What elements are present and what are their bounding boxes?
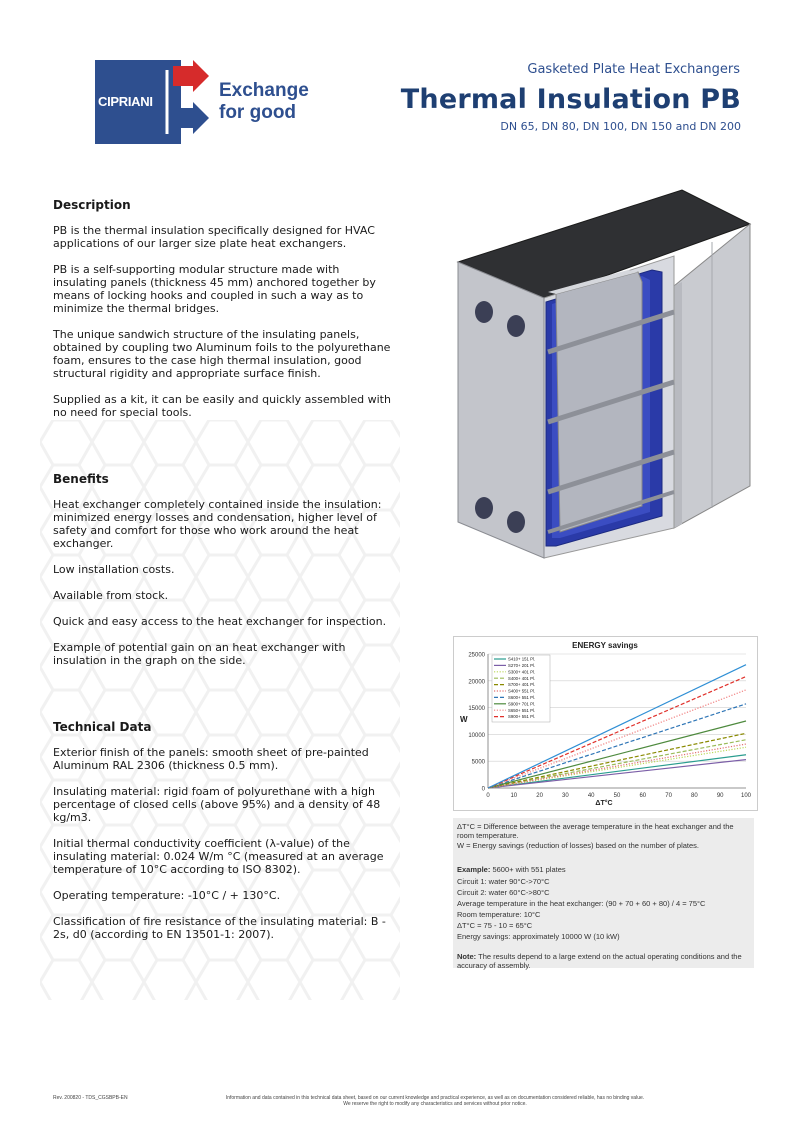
notes-avg: Average temperature in the heat exchanger: (90 + 70 + 60 + 80) / 4 = 75°C [457,899,706,908]
energy-chart-svg [454,637,757,810]
x-tick-label: 30 [562,793,569,799]
series-line [488,747,746,788]
notes-circuit1: Circuit 1: water 90°C->70°C [457,877,550,886]
logo-brand: CIPRIANI [98,94,153,109]
technical-section [53,721,393,941]
benefits-p1: Heat exchanger completely contained inside the insulation: minimized energy losses and condensation, higher level of safety and comfort for those who work around the heat exchanger. [53,498,382,550]
legend-label: S650+ 551 Pl. [508,707,536,713]
x-tick-label: 80 [691,793,698,799]
description-p3: The unique sandwich structure of the insulating panels, obtained by coupling two Aluminum foils to the polyurethane foam, ensures to the case high thermal insulation, good structural rigidity and appropriate surface finish. [53,328,391,380]
benefits-p5: Example of potential gain on an heat exchanger with insulation in the graph on the side. [53,641,346,667]
x-tick-label: 90 [716,793,724,799]
legend-label: S700+ 401 Pl. [508,682,536,688]
x-tick-label: 50 [613,793,621,799]
notes-w-def [457,841,749,850]
notes-circuit2: Circuit 2: water 60°C->80°C [457,888,550,897]
logo-tagline-2: for good [219,102,297,123]
chart-title: ENERGY savings [572,641,638,650]
page-title: Thermal Insulation PB [400,84,741,115]
description-heading: Description [53,198,131,212]
notes-line2: W = Energy savings (reduction of losses) based on the number of plates. [457,841,700,850]
series-line [488,760,746,788]
y-tick-label: 20000 [468,679,485,686]
x-tick-label: 70 [665,793,672,799]
technical-p5: Classification of fire resistance of the insulating material: B - 2s, d0 (according to EN 13501-1: 2007). [53,915,386,941]
chart-ylabel: W [460,715,468,724]
notes-line1: ΔT°C = Difference between the average temperature in the heat exchanger and the room temperature. [457,822,734,840]
x-tick-label: 20 [536,793,543,799]
x-tick-label: 10 [510,793,518,799]
insulation-product-image [452,186,752,561]
technical-p3: Initial thermal conductivity coefficient (λ-value) of the insulating material: 0.024 W/m °C (measured at an average temperature of 10°C according to ISO 8302). [53,837,384,876]
notes-delta: ΔT°C = 75 - 10 = 65°C [457,921,533,930]
y-tick-label: 25000 [468,652,485,659]
legend-label: S400+ 551 Pl. [508,688,536,694]
description-section [53,199,393,419]
technical-p1: Exterior finish of the panels: smooth sheet of pre-painted Aluminum RAL 2306 (thickness 0.5 mm). [53,746,369,772]
technical-p2: Insulating material: rigid foam of polyurethane with a high percentage of closed cells (above 95%) and a density of 48 kg/m3. [53,785,381,824]
footer-disclaimer-1: Information and data contained in this technical data sheet, based on our current knowledge and practical experience, as well as on documentation considered reliable, has no binding value. [225,1095,645,1101]
legend-label: S600+ 551 Pl. [508,695,536,700]
header-sizes: DN 65, DN 80, DN 100, DN 150 and DN 200 [500,120,741,133]
legend-label: S270+ 201 Pl. [508,663,536,668]
benefits-p3: Available from stock. [53,589,169,602]
y-tick-label: 15000 [468,706,485,713]
x-tick-label: 100 [740,793,752,799]
cipriani-logo [95,60,310,144]
series-line [488,721,746,788]
benefits-p2: Low installation costs. [53,563,175,576]
notes-note-text: The results depend to a large extend on the actual operating conditions and the accuracy of assembly. [457,952,742,970]
notes-note-label: Note: [457,952,477,961]
header-subtitle: Gasketed Plate Heat Exchangers [527,62,740,77]
description-p4: Supplied as a kit, it can be easily and quickly assembled with no need for special tools. [53,393,391,419]
legend-label: S900+ 701 Pl. [508,701,536,707]
footer-disclaimer-2: We reserve the right to modify any characteristics and services without prior notice. [343,1101,527,1107]
legend-label: S410+ 151 Pl. [508,656,536,662]
description-p1: PB is the thermal insulation specifically designed for HVAC applications of our larger size plate heat exchangers. [53,224,375,250]
energy-savings-chart [453,636,758,811]
benefits-section [53,473,393,667]
notes-example [457,865,749,874]
chart-notes [453,818,754,968]
legend-label: S400+ 401 Pl. [508,675,536,681]
logo-tagline-1: Exchange [219,80,309,101]
notes-delta-def [457,822,749,840]
x-tick-label: 60 [639,793,647,799]
y-tick-label: 0 [481,786,485,793]
benefits-p4: Quick and easy access to the heat exchanger for inspection. [53,615,387,628]
chart-xlabel: ΔT°C [595,800,613,807]
y-tick-label: 10000 [468,732,485,739]
technical-p4: Operating temperature: -10°C / + 130°C. [53,889,281,902]
series-line [488,733,746,788]
series-line [488,744,746,788]
notes-example-label: Example: [457,865,491,874]
footer-code: Rev. 200820 - TDS_CGSBPB-EN [53,1095,128,1101]
legend-label: S300+ 401 Pl. [508,669,536,675]
x-tick-label: 40 [587,793,595,799]
notes-room: Room temperature: 10°C [457,910,541,919]
notes-note [457,952,749,970]
logo-arrows-icon [159,60,219,144]
technical-heading: Technical Data [53,720,152,734]
description-p2: PB is a self-supporting modular structure made with insulating panels (thickness 45 mm) anchored together by means of locking hooks and coupled in such a way as to minimize the thermal bridges. [53,263,376,315]
legend-label: S900+ 551 Pl. [508,714,536,720]
notes-savings: Energy savings: approximately 10000 W (10 kW) [457,932,620,941]
footer-disclaimer [180,1095,690,1107]
notes-example-text: 5600+ with 551 plates [492,865,566,874]
benefits-heading: Benefits [53,472,109,486]
x-tick-label: 0 [486,793,490,799]
y-tick-label: 5000 [471,759,485,766]
